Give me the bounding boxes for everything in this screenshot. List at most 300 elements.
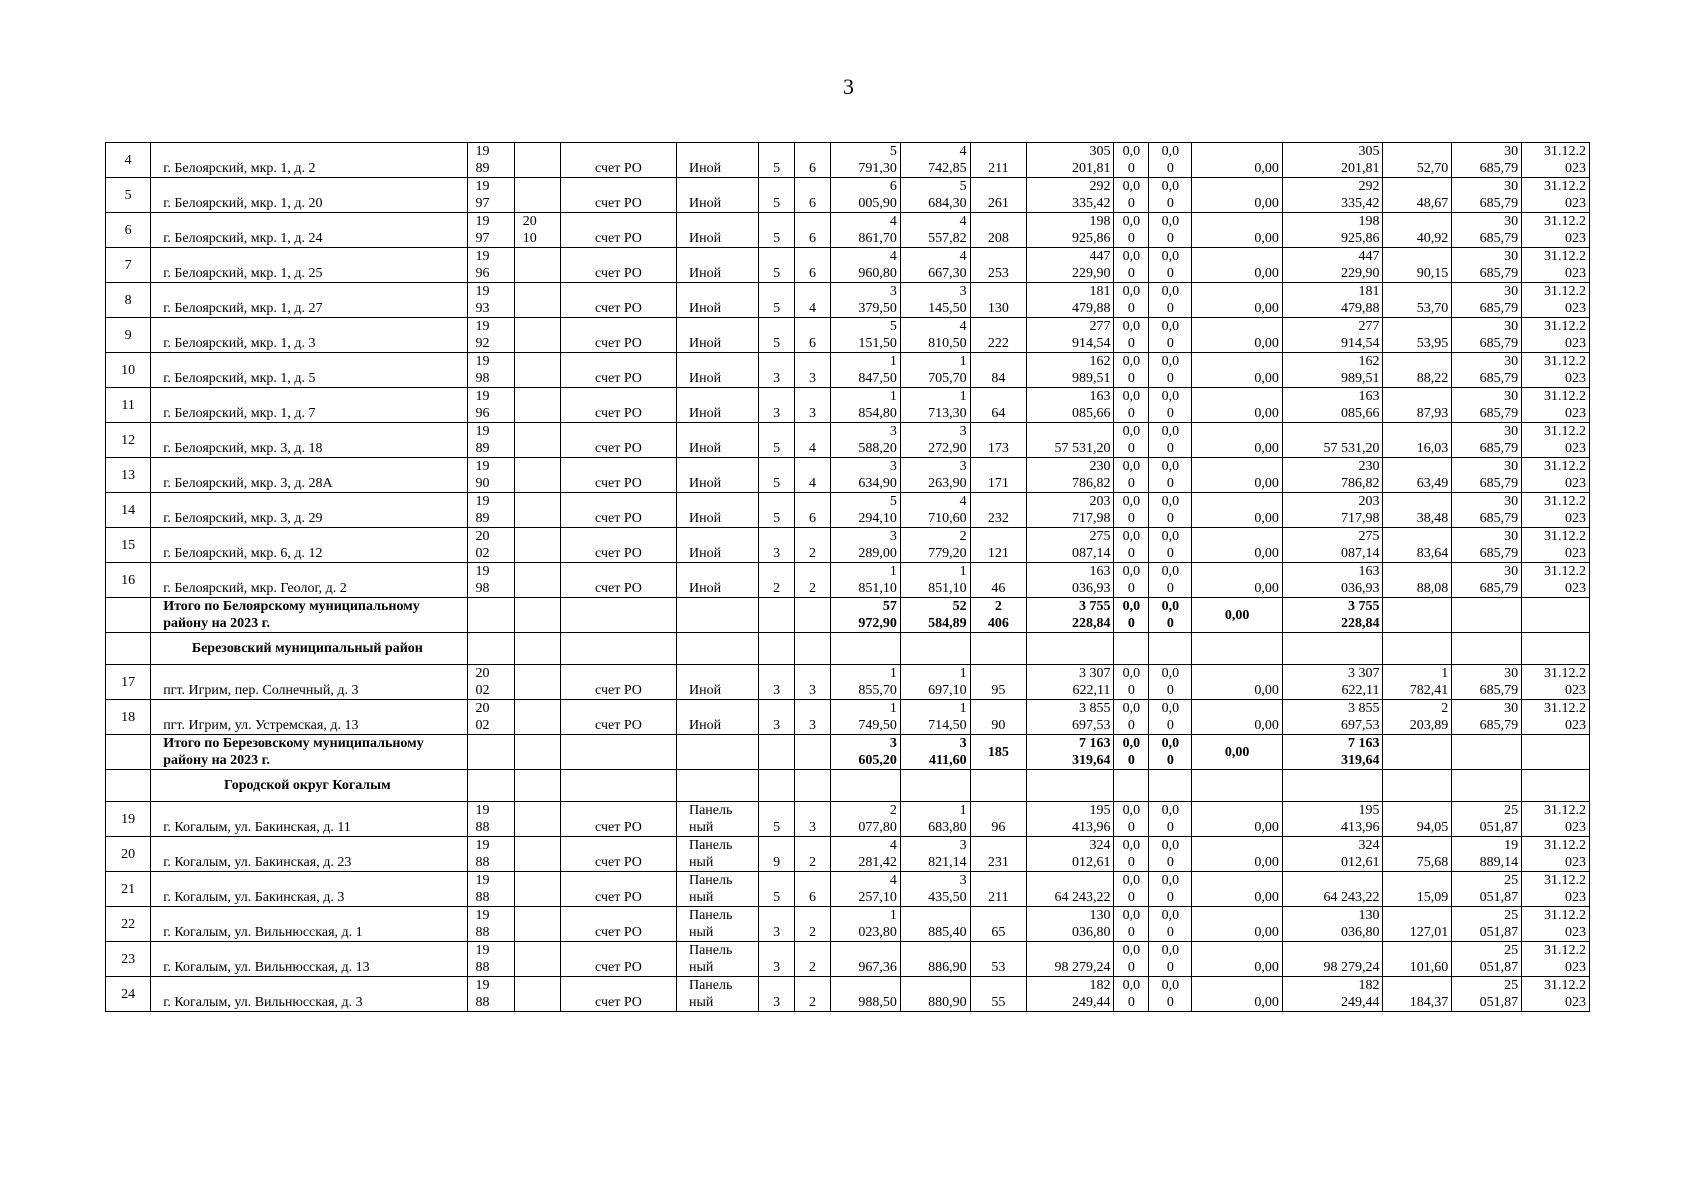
table-cell: [514, 178, 560, 213]
table-cell: 0,0 0: [1149, 458, 1192, 493]
table-cell: 12: [106, 423, 151, 458]
table-cell: 181 479,88: [1027, 283, 1114, 318]
table-cell: Иной: [676, 493, 758, 528]
table-cell: счет РО: [560, 837, 676, 872]
table-cell: 0,0 0: [1114, 528, 1149, 563]
table-cell: 57 531,20: [1027, 423, 1114, 458]
table-cell: [1027, 770, 1114, 802]
table-cell: 3 307 622,11: [1282, 665, 1383, 700]
table-cell: Иной: [676, 423, 758, 458]
table-cell: 9: [759, 837, 795, 872]
table-cell: г. Когалым, ул. Бакинская, д. 23: [151, 837, 467, 872]
table-cell: [831, 633, 901, 665]
table-cell: 0,00: [1192, 872, 1282, 907]
table-cell: 3: [759, 907, 795, 942]
table-cell: Иной: [676, 458, 758, 493]
table-cell: счет РО: [560, 563, 676, 598]
table-cell: 230 786,82: [1027, 458, 1114, 493]
table-cell: 0,0 0: [1149, 735, 1192, 770]
table-cell: 7 163 319,64: [1282, 735, 1383, 770]
table-cell: Панель ный: [676, 872, 758, 907]
table-cell: 127,01: [1383, 907, 1452, 942]
table-cell: [467, 770, 514, 802]
table-cell: [514, 770, 560, 802]
table-cell: [560, 598, 676, 633]
table-cell: 1 851,10: [831, 563, 901, 598]
table-cell: [831, 770, 901, 802]
table-cell: 305 201,81: [1027, 143, 1114, 178]
table-cell: 195 413,96: [1282, 802, 1383, 837]
table-cell: [467, 735, 514, 770]
table-cell: 46: [970, 563, 1026, 598]
table-cell: 19 96: [467, 248, 514, 283]
table-cell: [1383, 770, 1452, 802]
table-cell: [514, 388, 560, 423]
table-cell: 0,0 0: [1149, 977, 1192, 1012]
table-cell: [514, 735, 560, 770]
table-cell: 25 051,87: [1452, 977, 1522, 1012]
table-cell: [514, 318, 560, 353]
table-row: [106, 802, 1590, 837]
table-cell: 40,92: [1383, 213, 1452, 248]
table-cell: 5: [759, 423, 795, 458]
table-cell: [1452, 598, 1522, 633]
table-cell: 162 989,51: [1282, 353, 1383, 388]
table-cell: 447 229,90: [1282, 248, 1383, 283]
table-cell: 3: [795, 802, 831, 837]
table-cell: 16,03: [1383, 423, 1452, 458]
table-cell: 211: [970, 143, 1026, 178]
table-cell: 31.12.2 023: [1522, 283, 1590, 318]
table-cell: счет РО: [560, 665, 676, 700]
table-cell: [759, 598, 795, 633]
table-cell: [759, 633, 795, 665]
table-row: [106, 283, 1590, 318]
table-cell: 19 97: [467, 213, 514, 248]
table-cell: 88,22: [1383, 353, 1452, 388]
table-cell: [514, 977, 560, 1012]
table-cell: счет РО: [560, 700, 676, 735]
table-cell: 3 855 697,53: [1027, 700, 1114, 735]
table-cell: 2 077,80: [831, 802, 901, 837]
table-cell: 65: [970, 907, 1026, 942]
table-cell: 15: [106, 528, 151, 563]
table-cell: 18: [106, 700, 151, 735]
table-cell: 64 243,22: [1027, 872, 1114, 907]
table-cell: 95: [970, 665, 1026, 700]
table-cell: [676, 633, 758, 665]
housing-register-table: [105, 142, 1590, 1012]
table-cell: 3: [759, 665, 795, 700]
table-cell: [514, 665, 560, 700]
table-cell: счет РО: [560, 353, 676, 388]
table-cell: 2: [795, 837, 831, 872]
table-cell: 0,00: [1192, 248, 1282, 283]
table-cell: [1114, 770, 1149, 802]
table-cell: г. Когалым, ул. Вильнюсская, д. 3: [151, 977, 467, 1012]
table-cell: [1027, 633, 1114, 665]
total-row: [106, 735, 1590, 770]
table-cell: 3 307 622,11: [1027, 665, 1114, 700]
table-cell: 182 249,44: [1282, 977, 1383, 1012]
table-cell: 3: [795, 700, 831, 735]
table-cell: г. Белоярский, мкр. 1, д. 27: [151, 283, 467, 318]
table-cell: 1 705,70: [900, 353, 970, 388]
table-cell: 2 203,89: [1383, 700, 1452, 735]
table-cell: 173: [970, 423, 1026, 458]
table-cell: 30 685,79: [1452, 458, 1522, 493]
table-cell: [1522, 598, 1590, 633]
table-cell: г. Белоярский, мкр. 1, д. 7: [151, 388, 467, 423]
table-cell: 19 96: [467, 388, 514, 423]
table-cell: 0,0 0: [1114, 665, 1149, 700]
table-cell: 5: [759, 178, 795, 213]
table-cell: [514, 907, 560, 942]
table-cell: 0,00: [1192, 598, 1282, 633]
table-cell: 31.12.2 023: [1522, 423, 1590, 458]
table-cell: 0,00: [1192, 423, 1282, 458]
table-cell: счет РО: [560, 143, 676, 178]
table-cell: 5: [759, 213, 795, 248]
table-cell: 5 791,30: [831, 143, 901, 178]
table-cell: 0,00: [1192, 977, 1282, 1012]
table-cell: [900, 770, 970, 802]
table-row: [106, 563, 1590, 598]
table-cell: 19 89: [467, 143, 514, 178]
table-cell: 0,0 0: [1114, 353, 1149, 388]
table-cell: 1 851,10: [900, 563, 970, 598]
table-cell: 0,0 0: [1149, 802, 1192, 837]
table-cell: г. Белоярский, мкр. 1, д. 2: [151, 143, 467, 178]
table-cell: 0,0 0: [1114, 700, 1149, 735]
table-cell: 7 163 319,64: [1027, 735, 1114, 770]
table-cell: 52,70: [1383, 143, 1452, 178]
table-cell: счет РО: [560, 942, 676, 977]
table-row: [106, 388, 1590, 423]
table-cell: Иной: [676, 563, 758, 598]
table-cell: [467, 598, 514, 633]
table-cell: [1383, 598, 1452, 633]
table-cell: 203 717,98: [1282, 493, 1383, 528]
table-cell: 0,0 0: [1149, 388, 1192, 423]
table-cell: 30 685,79: [1452, 248, 1522, 283]
table-cell: 185: [970, 735, 1026, 770]
table-cell: 98 279,24: [1282, 942, 1383, 977]
table-cell: [514, 458, 560, 493]
table-cell: [1452, 770, 1522, 802]
table-cell: г. Белоярский, мкр. 1, д. 25: [151, 248, 467, 283]
table-cell: 1 697,10: [900, 665, 970, 700]
table-cell: 31.12.2 023: [1522, 872, 1590, 907]
table-cell: 3: [795, 665, 831, 700]
table-cell: 3: [759, 388, 795, 423]
table-cell: 0,00: [1192, 528, 1282, 563]
table-cell: 3 263,90: [900, 458, 970, 493]
table-cell: 0,0 0: [1149, 318, 1192, 353]
table-cell: [514, 802, 560, 837]
table-cell: 19: [106, 802, 151, 837]
table-cell: 19 90: [467, 458, 514, 493]
table-cell: 886,90: [900, 942, 970, 977]
table-cell: 25 051,87: [1452, 907, 1522, 942]
table-cell: 38,48: [1383, 493, 1452, 528]
table-cell: 2: [795, 907, 831, 942]
table-row: [106, 213, 1590, 248]
table-cell: Панель ный: [676, 977, 758, 1012]
table-cell: 5 684,30: [900, 178, 970, 213]
table-cell: 8: [106, 283, 151, 318]
table-cell: Иной: [676, 353, 758, 388]
table-cell: 94,05: [1383, 802, 1452, 837]
table-cell: 4 810,50: [900, 318, 970, 353]
table-cell: г. Белоярский, мкр. 1, д. 20: [151, 178, 467, 213]
table-cell: 0,0 0: [1114, 802, 1149, 837]
table-cell: 1 855,70: [831, 665, 901, 700]
table-cell: Иной: [676, 318, 758, 353]
table-cell: Иной: [676, 388, 758, 423]
table-cell: г. Белоярский, мкр. 3, д. 18: [151, 423, 467, 458]
table-cell: [514, 837, 560, 872]
table-cell: 231: [970, 837, 1026, 872]
table-cell: 4 281,42: [831, 837, 901, 872]
table-cell: 19 89: [467, 493, 514, 528]
table-cell: 31.12.2 023: [1522, 353, 1590, 388]
table-cell: 2: [795, 563, 831, 598]
table-cell: 6: [795, 318, 831, 353]
table-cell: 5: [759, 318, 795, 353]
table-cell: 184,37: [1383, 977, 1452, 1012]
table-cell: 3 755 228,84: [1027, 598, 1114, 633]
table-row: [106, 143, 1590, 178]
table-cell: 19 889,14: [1452, 837, 1522, 872]
table-row: [106, 942, 1590, 977]
table-cell: г. Когалым, ул. Бакинская, д. 3: [151, 872, 467, 907]
table-cell: 0,0 0: [1114, 872, 1149, 907]
table-cell: счет РО: [560, 388, 676, 423]
table-cell: 19 89: [467, 423, 514, 458]
table-cell: 2: [795, 942, 831, 977]
table-cell: 19 88: [467, 942, 514, 977]
table-cell: 30 685,79: [1452, 178, 1522, 213]
table-cell: 0,00: [1192, 283, 1282, 318]
table-cell: г. Белоярский, мкр. Геолог, д. 2: [151, 563, 467, 598]
table-cell: 0,0 0: [1114, 248, 1149, 283]
table-cell: 20: [106, 837, 151, 872]
table-cell: [1522, 770, 1590, 802]
table-cell: 0,00: [1192, 493, 1282, 528]
table-cell: 292 335,42: [1027, 178, 1114, 213]
table-cell: [1452, 735, 1522, 770]
table-cell: 0,0 0: [1114, 318, 1149, 353]
table-cell: Иной: [676, 528, 758, 563]
table-cell: 1 847,50: [831, 353, 901, 388]
table-cell: счет РО: [560, 528, 676, 563]
table-row: [106, 248, 1590, 283]
table-cell: 3 145,50: [900, 283, 970, 318]
table-cell: 31.12.2 023: [1522, 178, 1590, 213]
table-cell: 25 051,87: [1452, 942, 1522, 977]
table-cell: 5: [759, 802, 795, 837]
table-cell: 0,0 0: [1149, 907, 1192, 942]
table-cell: [514, 872, 560, 907]
table-cell: 0,0 0: [1149, 563, 1192, 598]
table-cell: 0,0 0: [1149, 283, 1192, 318]
table-cell: 20 02: [467, 665, 514, 700]
table-cell: 1 782,41: [1383, 665, 1452, 700]
table-cell: 19 92: [467, 318, 514, 353]
table-cell: 0,0 0: [1149, 837, 1192, 872]
table-cell: 31.12.2 023: [1522, 802, 1590, 837]
table-cell: 1 854,80: [831, 388, 901, 423]
table-cell: 20 02: [467, 528, 514, 563]
table-cell: 1 023,80: [831, 907, 901, 942]
table-cell: 0,0 0: [1149, 665, 1192, 700]
table-cell: 3: [795, 353, 831, 388]
table-cell: [1149, 633, 1192, 665]
table-cell: 23: [106, 942, 151, 977]
table-cell: 3 272,90: [900, 423, 970, 458]
table-cell: [1452, 633, 1522, 665]
table-cell: [1383, 735, 1452, 770]
page-number: 3: [843, 74, 854, 99]
table-cell: 30 685,79: [1452, 493, 1522, 528]
table-cell: [1383, 633, 1452, 665]
table-cell: счет РО: [560, 872, 676, 907]
table-cell: Иной: [676, 665, 758, 700]
table-cell: 64 243,22: [1282, 872, 1383, 907]
table-cell: 0,00: [1192, 700, 1282, 735]
table-cell: счет РО: [560, 802, 676, 837]
table-cell: 4 742,85: [900, 143, 970, 178]
table-cell: 1 713,30: [900, 388, 970, 423]
table-cell: 30 685,79: [1452, 388, 1522, 423]
table-cell: 0,0 0: [1114, 598, 1149, 633]
table-cell: 447 229,90: [1027, 248, 1114, 283]
table-cell: 277 914,54: [1282, 318, 1383, 353]
table-cell: 0,00: [1192, 665, 1282, 700]
table-cell: 31.12.2 023: [1522, 977, 1590, 1012]
table-cell: 19 98: [467, 563, 514, 598]
table-row: [106, 528, 1590, 563]
table-cell: [514, 633, 560, 665]
table-cell: 181 479,88: [1282, 283, 1383, 318]
table-cell: Иной: [676, 283, 758, 318]
table-row: [106, 977, 1590, 1012]
table-cell: 98 279,24: [1027, 942, 1114, 977]
table-cell: 31.12.2 023: [1522, 388, 1590, 423]
table-cell: 20 02: [467, 700, 514, 735]
table-cell: 5: [759, 872, 795, 907]
table-cell: [759, 770, 795, 802]
table-cell: Панель ный: [676, 942, 758, 977]
table-cell: г. Белоярский, мкр. 1, д. 3: [151, 318, 467, 353]
table-cell: 0,0 0: [1114, 977, 1149, 1012]
table-cell: 22: [106, 907, 151, 942]
table-cell: 31.12.2 023: [1522, 318, 1590, 353]
table-cell: Итого по Березовскому муниципальному району на 2023 г.: [151, 735, 467, 770]
table-cell: [676, 598, 758, 633]
table-cell: 31.12.2 023: [1522, 700, 1590, 735]
table-cell: [106, 598, 151, 633]
table-cell: [106, 633, 151, 665]
table-cell: 0,0 0: [1149, 493, 1192, 528]
table-cell: г. Когалым, ул. Вильнюсская, д. 13: [151, 942, 467, 977]
table-cell: 6: [795, 872, 831, 907]
table-cell: [759, 735, 795, 770]
table-cell: 30 685,79: [1452, 665, 1522, 700]
table-cell: [1282, 770, 1383, 802]
table-cell: счет РО: [560, 318, 676, 353]
table-cell: 25 051,87: [1452, 872, 1522, 907]
table-cell: 0,0 0: [1114, 563, 1149, 598]
table-cell: 52 584,89: [900, 598, 970, 633]
table-cell: 4 960,80: [831, 248, 901, 283]
table-cell: 4 710,60: [900, 493, 970, 528]
table-cell: 0,0 0: [1114, 283, 1149, 318]
table-cell: [514, 248, 560, 283]
table-cell: [970, 770, 1026, 802]
table-cell: 30 685,79: [1452, 283, 1522, 318]
table-cell: Иной: [676, 143, 758, 178]
table-cell: счет РО: [560, 423, 676, 458]
table-cell: 4 257,10: [831, 872, 901, 907]
table-cell: 101,60: [1383, 942, 1452, 977]
table-cell: 55: [970, 977, 1026, 1012]
table-cell: 4 667,30: [900, 248, 970, 283]
table-cell: 967,36: [831, 942, 901, 977]
table-cell: 3 855 697,53: [1282, 700, 1383, 735]
table-cell: 4: [795, 458, 831, 493]
table-cell: 0,00: [1192, 353, 1282, 388]
table-cell: 198 925,86: [1027, 213, 1114, 248]
table-cell: 2: [795, 977, 831, 1012]
table-cell: [514, 598, 560, 633]
table-cell: счет РО: [560, 493, 676, 528]
table-cell: 0,0 0: [1149, 248, 1192, 283]
table-cell: счет РО: [560, 907, 676, 942]
table-cell: 31.12.2 023: [1522, 493, 1590, 528]
table-cell: 4 861,70: [831, 213, 901, 248]
table-cell: [514, 283, 560, 318]
table-cell: пгт. Игрим, ул. Устремская, д. 13: [151, 700, 467, 735]
table-cell: [1149, 770, 1192, 802]
table-cell: 324 012,61: [1027, 837, 1114, 872]
table-cell: 208: [970, 213, 1026, 248]
table-cell: г. Белоярский, мкр. 1, д. 24: [151, 213, 467, 248]
table-cell: 25 051,87: [1452, 802, 1522, 837]
table-cell: 2 406: [970, 598, 1026, 633]
table-cell: г. Белоярский, мкр. 1, д. 5: [151, 353, 467, 388]
table-cell: 2: [759, 563, 795, 598]
table-cell: 0,00: [1192, 735, 1282, 770]
table-cell: 0,0 0: [1114, 837, 1149, 872]
table-cell: 0,00: [1192, 802, 1282, 837]
table-cell: 0,0 0: [1149, 143, 1192, 178]
table-cell: 3 379,50: [831, 283, 901, 318]
table-row: [106, 318, 1590, 353]
table-cell: 1 683,80: [900, 802, 970, 837]
table-cell: 19 93: [467, 283, 514, 318]
table-cell: 0,0 0: [1114, 942, 1149, 977]
table-cell: счет РО: [560, 248, 676, 283]
table-cell: 3: [795, 388, 831, 423]
table-cell: 222: [970, 318, 1026, 353]
table-cell: 292 335,42: [1282, 178, 1383, 213]
table-cell: 195 413,96: [1027, 802, 1114, 837]
table-cell: 3 411,60: [900, 735, 970, 770]
table-cell: 19 88: [467, 977, 514, 1012]
table-cell: 83,64: [1383, 528, 1452, 563]
